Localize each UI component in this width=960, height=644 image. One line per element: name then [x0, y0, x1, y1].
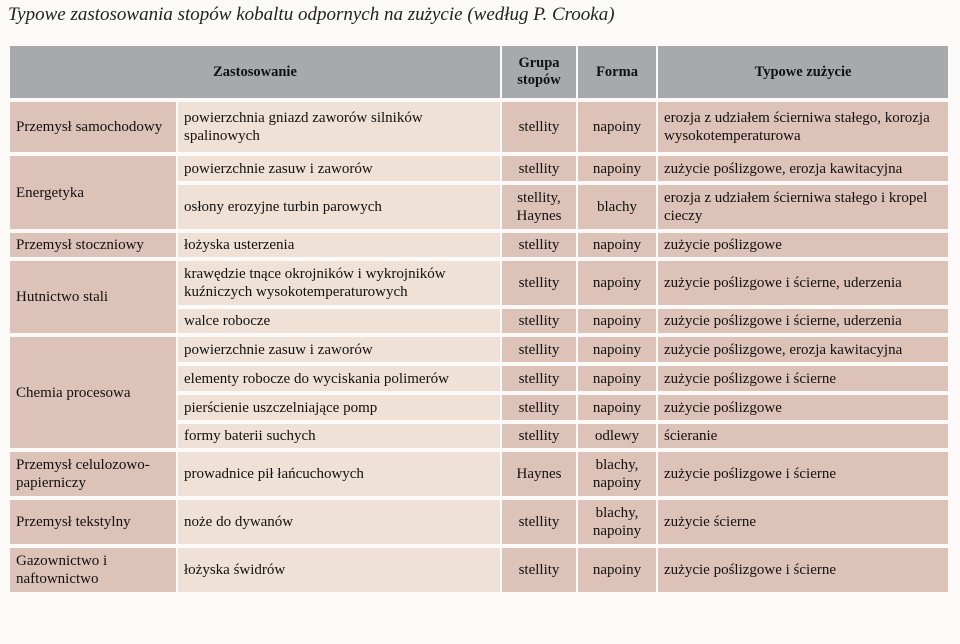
wear-cell: zużycie poślizgowe, erozja kawitacyjna — [658, 337, 948, 362]
application-cell: krawędzie tnące okrojników i wykrojników kuźniczych wysokotemperaturowych — [178, 261, 500, 305]
application-cell: powierzchnia gniazd zaworów silników spalinowych — [178, 102, 500, 152]
group-cell: stellity — [502, 337, 576, 362]
group-cell: stellity — [502, 500, 576, 544]
form-cell: blachy — [578, 185, 656, 229]
wear-cell: zużycie poślizgowe — [658, 395, 948, 420]
form-cell: napoiny — [578, 337, 656, 362]
header-wear: Typowe zużycie — [658, 46, 948, 98]
application-cell: osłony erozyjne turbin parowych — [178, 185, 500, 229]
application-cell: prowadnice pił łańcuchowych — [178, 452, 500, 496]
wear-cell: zużycie poślizgowe i ścierne — [658, 548, 948, 592]
form-cell: blachy, napoiny — [578, 452, 656, 496]
wear-cell: erozja z udziałem ścierniwa stałego, korozja wysokotemperaturowa — [658, 102, 948, 152]
group-cell: Haynes — [502, 452, 576, 496]
category-cell: Przemysł tekstylny — [10, 500, 176, 544]
group-cell: stellity — [502, 102, 576, 152]
application-cell: łożyska usterzenia — [178, 233, 500, 257]
wear-cell: zużycie poślizgowe i ścierne, uderzenia — [658, 261, 948, 305]
wear-cell: erozja z udziałem ścierniwa stałego i kropel cieczy — [658, 185, 948, 229]
group-cell: stellity — [502, 424, 576, 448]
group-cell: stellity — [502, 261, 576, 305]
table-header-row — [10, 46, 948, 98]
application-cell: formy baterii suchych — [178, 424, 500, 448]
form-cell: napoiny — [578, 548, 656, 592]
category-cell: Chemia procesowa — [10, 337, 176, 448]
header-application: Zastosowanie — [10, 46, 500, 98]
form-cell: napoiny — [578, 233, 656, 257]
wear-cell: zużycie poślizgowe — [658, 233, 948, 257]
table-row — [10, 156, 948, 181]
form-cell: napoiny — [578, 395, 656, 420]
form-cell: napoiny — [578, 156, 656, 181]
form-cell: odlewy — [578, 424, 656, 448]
header-group: Grupa stopów — [502, 46, 576, 98]
form-cell: napoiny — [578, 102, 656, 152]
wear-cell: zużycie poślizgowe, erozja kawitacyjna — [658, 156, 948, 181]
wear-cell: zużycie ścierne — [658, 500, 948, 544]
table-row — [10, 500, 948, 544]
group-cell: stellity — [502, 548, 576, 592]
group-cell: stellity — [502, 366, 576, 391]
table-row — [10, 548, 948, 592]
category-cell: Energetyka — [10, 156, 176, 229]
group-cell: stellity — [502, 156, 576, 181]
group-cell: stellity — [502, 233, 576, 257]
group-cell: stellity — [502, 395, 576, 420]
application-cell: pierścienie uszczelniające pomp — [178, 395, 500, 420]
application-cell: powierzchnie zasuw i zaworów — [178, 337, 500, 362]
form-cell: napoiny — [578, 366, 656, 391]
application-cell: łożyska świdrów — [178, 548, 500, 592]
wear-cell: zużycie poślizgowe i ścierne, uderzenia — [658, 309, 948, 333]
table-row — [10, 233, 948, 257]
application-cell: walce robocze — [178, 309, 500, 333]
category-cell: Przemysł celulozowo-papierniczy — [10, 452, 176, 496]
form-cell: blachy, napoiny — [578, 500, 656, 544]
category-cell: Przemysł samochodowy — [10, 102, 176, 152]
category-cell: Przemysł stoczniowy — [10, 233, 176, 257]
application-cell: elementy robocze do wyciskania polimerów — [178, 366, 500, 391]
cobalt-alloys-table — [8, 42, 950, 596]
group-cell: stellity, Haynes — [502, 185, 576, 229]
group-cell: stellity — [502, 309, 576, 333]
form-cell: napoiny — [578, 309, 656, 333]
wear-cell: zużycie poślizgowe i ścierne — [658, 366, 948, 391]
application-cell: noże do dywanów — [178, 500, 500, 544]
table-row — [10, 102, 948, 152]
header-form: Forma — [578, 46, 656, 98]
category-cell: Gazownictwo i naftownictwo — [10, 548, 176, 592]
wear-cell: ścieranie — [658, 424, 948, 448]
category-cell: Hutnictwo stali — [10, 261, 176, 333]
application-cell: powierzchnie zasuw i zaworów — [178, 156, 500, 181]
table-title: Typowe zastosowania stopów kobaltu odpornych na zużycie (według P. Crooka) — [8, 4, 615, 25]
table-row — [10, 261, 948, 305]
table-row — [10, 337, 948, 362]
table-row — [10, 452, 948, 496]
wear-cell: zużycie poślizgowe i ścierne — [658, 452, 948, 496]
form-cell: napoiny — [578, 261, 656, 305]
